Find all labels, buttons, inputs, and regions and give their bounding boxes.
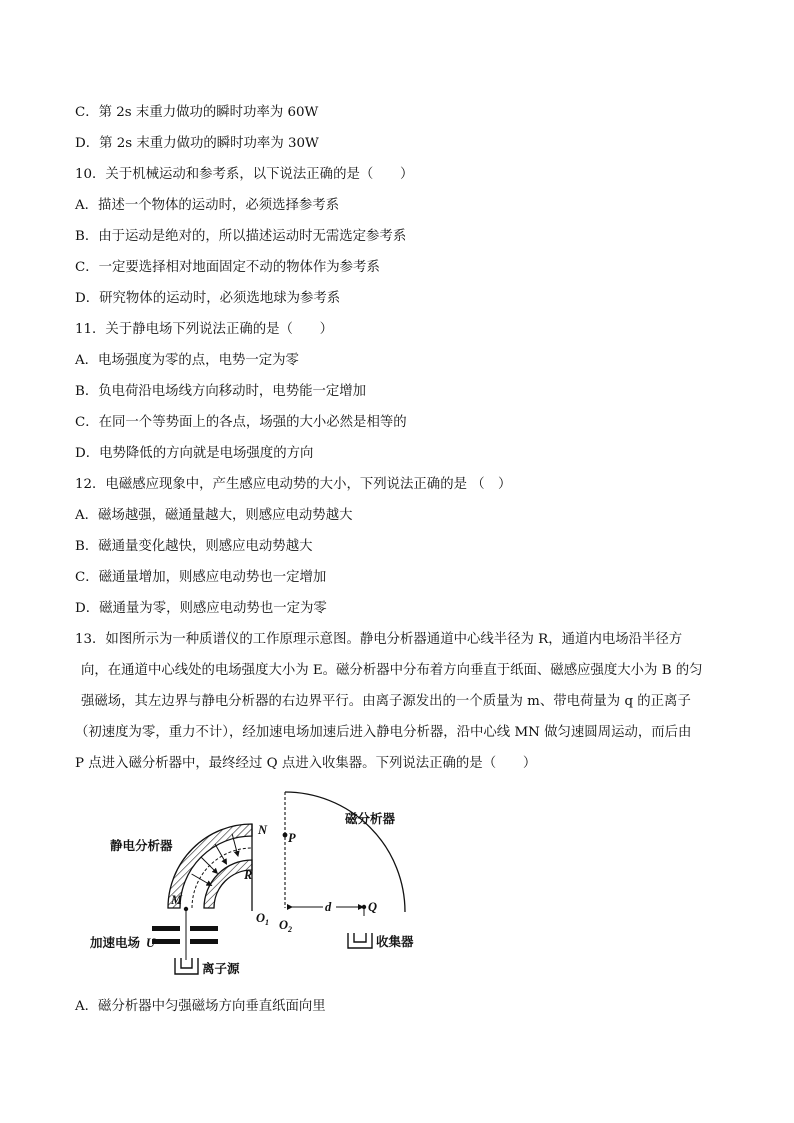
question-12: 12．电磁感应现象中，产生感应电动势的大小，下列说法正确的是 （ ） bbox=[75, 477, 512, 492]
label-p: P bbox=[288, 831, 296, 845]
option-b-q11: B．负电荷沿电场线方向移动时，电势能一定增加 bbox=[75, 384, 367, 399]
label-electrostatic-analyzer: 静电分析器 bbox=[110, 838, 173, 853]
option-b-q10: B．由于运动是绝对的，所以描述运动时无需选定参考系 bbox=[75, 229, 407, 244]
option-a-q12: A．磁场越强，磁通量越大，则感应电动势越大 bbox=[75, 508, 353, 523]
question-10: 10．关于机械运动和参考系，以下说法正确的是（ ） bbox=[75, 167, 414, 182]
question-13-line-1: 13．如图所示为一种质谱仪的工作原理示意图。静电分析器通道中心线半径为 R，通道内电场沿半径方 bbox=[75, 632, 683, 647]
option-c-q12: C．磁通量增加，则感应电动势也一定增加 bbox=[75, 570, 327, 585]
option-d-q10: D．研究物体的运动时，必须选地球为参考系 bbox=[75, 291, 341, 306]
option-c-q11: C．在同一个等势面上的各点，场强的大小必然是相等的 bbox=[75, 415, 407, 430]
option-d-q12: D．磁通量为零，则感应电动势也一定为零 bbox=[75, 601, 327, 616]
label-m: M bbox=[171, 893, 183, 907]
ion-source-icon bbox=[175, 958, 198, 974]
question-11: 11．关于静电场下列说法正确的是（ ） bbox=[75, 322, 334, 337]
question-13-line-5: P 点进入磁分析器中，最终经过 Q 点进入收集器。下列说法正确的是（ ） bbox=[75, 756, 537, 771]
label-o2: $O_2$ bbox=[279, 918, 293, 934]
option-c-q9: C．第 2s 末重力做功的瞬时功率为 60W bbox=[75, 105, 319, 120]
option-c-q10: C．一定要选择相对地面固定不动的物体作为参考系 bbox=[75, 260, 380, 275]
label-o1: $O_1$ bbox=[256, 911, 270, 927]
option-a-q11: A．电场强度为零的点，电势一定为零 bbox=[75, 353, 299, 368]
label-collector: 收集器 bbox=[376, 934, 414, 949]
label-ion-source: 离子源 bbox=[202, 961, 240, 976]
accelerating-plates bbox=[152, 926, 218, 944]
option-d-q9: D．第 2s 末重力做功的瞬时功率为 30W bbox=[75, 136, 319, 151]
question-13-line-3: 强磁场，其左边界与静电分析器的右边界平行。由离子源发出的一个质量为 m、带电荷量为 q 的正离子 bbox=[81, 694, 691, 709]
point-p bbox=[283, 833, 288, 838]
magnetic-analyzer-shape bbox=[285, 792, 405, 912]
question-13-line-2: 向，在通道中心线处的电场强度大小为 E。磁分析器中分布着方向垂直于纸面、磁感应强度大小为 B 的匀 bbox=[81, 663, 703, 678]
label-d: d bbox=[325, 900, 332, 914]
mass-spectrometer-diagram bbox=[80, 788, 440, 986]
option-d-q11: D．电势降低的方向就是电场强度的方向 bbox=[75, 446, 314, 461]
label-accel-field: 加速电场 bbox=[90, 935, 141, 950]
label-magnetic-analyzer: 磁分析器 bbox=[345, 811, 396, 826]
question-13-option-a: A．磁分析器中匀强磁场方向垂直纸面向里 bbox=[75, 999, 326, 1014]
label-u: U bbox=[146, 936, 156, 950]
label-n: N bbox=[258, 823, 268, 837]
option-a-q10: A．描述一个物体的运动时，必须选择参考系 bbox=[75, 198, 340, 213]
label-q: Q bbox=[368, 900, 378, 914]
option-b-q12: B．磁通量变化越快，则感应电动势越大 bbox=[75, 539, 313, 554]
point-m bbox=[184, 907, 188, 911]
label-r: R bbox=[244, 868, 253, 882]
question-13-line-4: （初速度为零，重力不计），经加速电场加速后进入静电分析器，沿中心线 MN 做匀速圆周运动，而后由 bbox=[75, 725, 692, 740]
collector-icon bbox=[348, 933, 372, 948]
